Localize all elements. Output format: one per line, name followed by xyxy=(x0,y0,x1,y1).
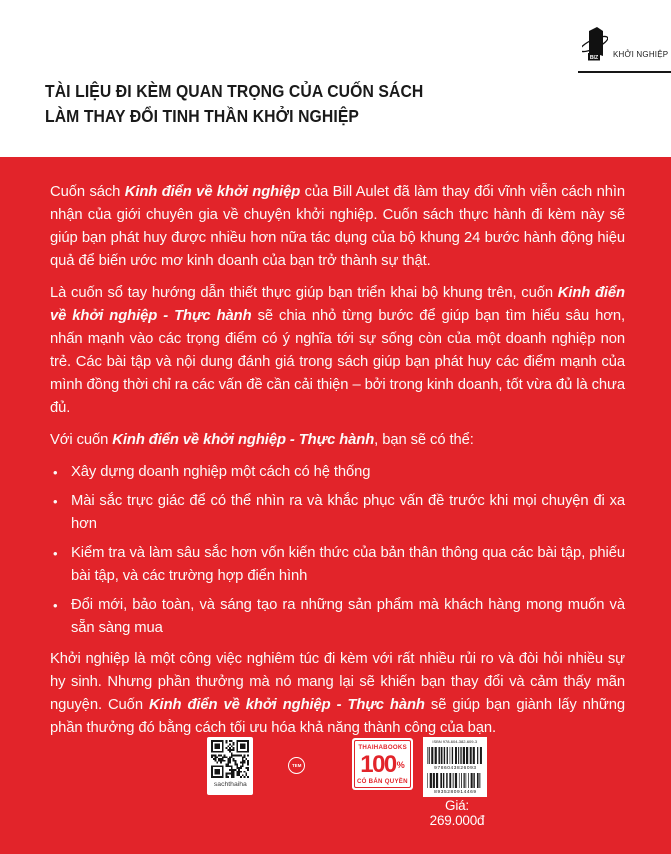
stamp-brand: THAIHABOOKS xyxy=(358,743,407,751)
text-segment: Là cuốn sổ tay hướng dẫn thiết thực giúp bạn triển khai bộ khung trên, cuốn xyxy=(50,285,558,301)
biz-logo-text: BIZ xyxy=(589,55,599,61)
book-title-emphasis: Kinh điển về khởi nghiệp xyxy=(124,184,301,200)
barcode xyxy=(423,737,487,797)
stamp-subtitle: CÓ BẢN QUYỀN xyxy=(357,777,408,785)
bullet-item: • Xây dựng doanh nghiệp một cách có hệ thống xyxy=(50,461,625,484)
stamp-percent-number: 100 xyxy=(360,750,396,778)
barcode-digits-bottom: 8935280914469 xyxy=(433,789,477,795)
authenticity-stamp-frame xyxy=(354,740,411,788)
qr-code xyxy=(207,737,253,795)
text-segment: sẽ giúp bạn giành lấy những phần thưởng đó bằng cách tối ưu hóa khả năng thành công của bạn. xyxy=(50,697,625,736)
barcode-bars-icon xyxy=(426,773,484,788)
page-title-line1: TÀI LIỆU ĐI KÈM QUAN TRỌNG CỦA CUỐN SÁCH xyxy=(45,81,424,101)
biz-logo-icon xyxy=(582,24,608,66)
stamp-percent xyxy=(360,750,405,778)
back-cover-panel xyxy=(0,157,671,854)
qr-pattern-icon xyxy=(211,740,249,778)
paragraph-lead-in xyxy=(50,429,625,452)
barcode-digits-top: 9786043826093 xyxy=(433,765,477,771)
text-segment: sẽ chia nhỏ từng bước để giúp bạn tìm hiểu sâu hơn, nhấn mạnh vào các trọng điểm có ý nghĩa tới sự sống còn của một doanh nghiệp non trẻ. Các bài tập và nội dung đánh giá trong sách giúp bạn phát huy các điểm mạnh của mình đồng thời chỉ ra các vấn đề cần cải thiện – bởi trong kinh doanh, tốt vừa đủ là chưa đủ. xyxy=(50,308,625,416)
tem-stamp xyxy=(288,757,305,774)
text-segment: của Bill Aulet đã làm thay đổi vĩnh viễn cách nhìn nhận của giới chuyên gia về chuyện khởi nghiệp. Cuốn sách thực hành đi kèm này sẽ giúp bạn phát huy được nhiều hơn nữa tác dụng của bộ khung 24 bước hành động hiệu quả để biến ước mơ kinh doanh của bạn trở thành sự thật. xyxy=(50,184,625,269)
qr-caption: sachthaiha xyxy=(213,780,247,788)
barcode-isbn-text: ISBN 978-604-382-609-3 xyxy=(432,739,478,744)
stamp-percent-sign: % xyxy=(396,759,405,770)
bullet-item: • Đổi mới, bảo toàn, và sáng tạo ra những sản phẩm mà khách hàng mong muốn và sẵn sàng mua xyxy=(50,594,625,640)
paragraph-intro xyxy=(50,181,625,273)
book-title-emphasis: Kinh điển về khởi nghiệp - Thực hành xyxy=(112,432,375,448)
bullet-list xyxy=(50,461,625,640)
bullet-item: • Mài sắc trực giác để có thể nhìn ra và khắc phục vấn đề trước khi mọi chuyện đi xa hơn xyxy=(50,490,625,536)
barcode-bars-icon xyxy=(426,747,484,764)
price-label: Giá: 269.000đ xyxy=(429,798,485,828)
text-segment: Với cuốn xyxy=(50,432,113,448)
book-title-emphasis: Kinh điển về khởi nghiệp - Thực hành xyxy=(50,285,625,324)
text-segment: Cuốn sách xyxy=(50,184,125,200)
text-segment: Khởi nghiệp là một công việc nghiêm túc đi kèm với rất nhiều rủi ro và đòi hỏi nhiều sự hy sinh. Nhưng phần thưởng mà nó mang lại sẽ khiến bạn thay đổi và cảm thấy mãn nguyện. Cuốn xyxy=(50,651,625,713)
paragraph-handbook xyxy=(50,282,625,420)
page-title xyxy=(45,79,423,128)
paragraph-closing xyxy=(50,648,625,740)
tem-stamp-label: TEM xyxy=(291,763,302,768)
text-segment: , bạn sẽ có thể: xyxy=(374,432,474,448)
publisher-brand xyxy=(582,24,668,66)
authenticity-stamp xyxy=(352,738,413,790)
brand-divider-rule xyxy=(578,71,671,73)
brand-category-label: KHỞI NGHIỆP xyxy=(613,50,669,59)
bullet-item: • Kiểm tra và làm sâu sắc hơn vốn kiến thức của bản thân thông qua các bài tập, phiếu bài tập, và các trường hợp điển hình xyxy=(50,542,625,588)
page-title-line2: LÀM THAY ĐỔI TINH THẦN KHỞI NGHIỆP xyxy=(45,105,360,126)
book-title-emphasis: Kinh điển về khởi nghiệp - Thực hành xyxy=(148,697,425,713)
